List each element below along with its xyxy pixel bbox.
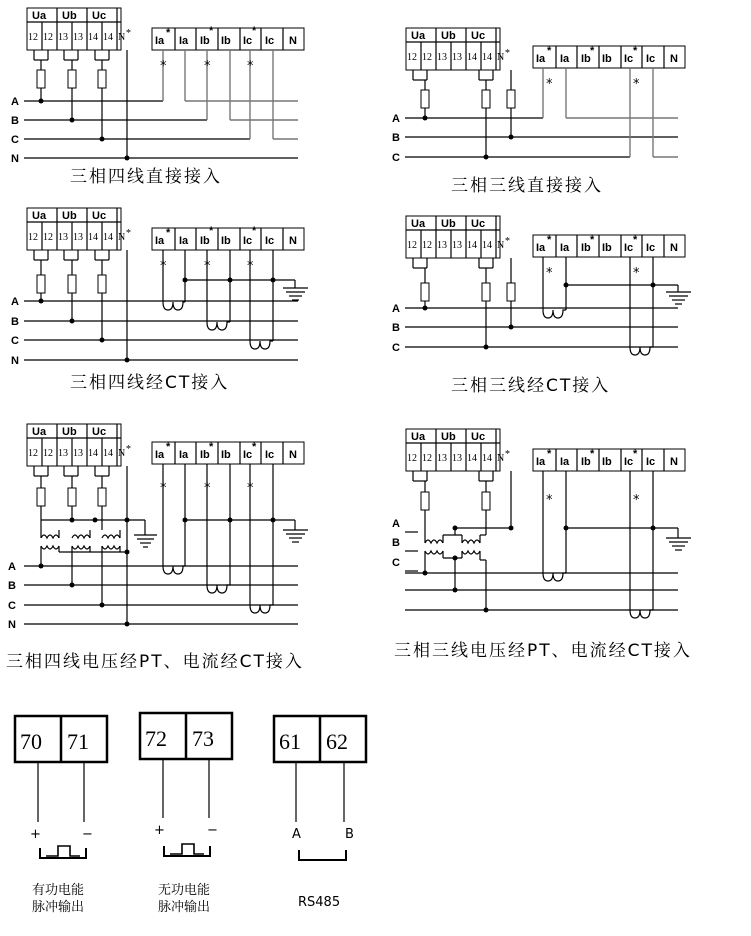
fuses <box>34 50 127 158</box>
polarity-star: * <box>547 234 552 246</box>
voltage-terminal-block <box>406 429 510 471</box>
phase-lines <box>392 303 678 354</box>
pin-label: 14 <box>88 232 98 243</box>
terminal-ia-star: Ia <box>155 35 165 47</box>
terminal-n: N <box>670 456 678 468</box>
polarity-star: * <box>166 441 171 453</box>
pin-label: N <box>118 448 126 459</box>
terminal-uc: Uc <box>92 210 107 222</box>
terminal-ib-star: Ib <box>581 242 591 254</box>
pin-label: 12 <box>407 453 417 464</box>
terminal-ia: Ia <box>179 449 189 461</box>
output-active-pulse <box>15 716 107 915</box>
pin-label: 12 <box>407 52 417 63</box>
rs485-b: B <box>345 827 354 842</box>
pin-label: 12 <box>28 232 38 243</box>
pin-label: N <box>118 232 126 243</box>
pin-label: * <box>505 449 510 460</box>
pin-label: 14 <box>88 32 98 43</box>
terminal-ic: Ic <box>265 449 275 461</box>
ct-secondaries <box>543 257 691 355</box>
line-label-b: B <box>392 322 400 334</box>
caption-4wire-ct: 三相四线经CT接入 <box>70 373 230 393</box>
output-label-1: 有功电能 <box>32 883 85 898</box>
polarity-star: * <box>160 259 167 274</box>
terminal-ia: Ia <box>560 242 570 254</box>
current-terminal-block <box>533 45 685 68</box>
line-label-c: C <box>11 134 19 146</box>
terminal-ib: Ib <box>221 35 231 47</box>
line-label-b: B <box>392 537 400 549</box>
terminal-ub: Ub <box>62 426 77 438</box>
pin-label: * <box>505 236 510 247</box>
terminal-ia-star: Ia <box>536 242 546 254</box>
terminal-ia-star: Ia <box>155 235 165 247</box>
fuses <box>34 250 127 360</box>
line-label-a: A <box>392 303 400 315</box>
pin-label: * <box>126 444 131 455</box>
current-terminal-block <box>533 448 685 471</box>
rs485-label: RS485 <box>298 895 341 910</box>
terminal-uc: Uc <box>471 218 486 230</box>
voltage-terminal-block <box>27 424 131 466</box>
voltage-terminal-block <box>27 208 131 250</box>
pin-label: 13 <box>58 232 68 243</box>
terminal-ib: Ib <box>221 449 231 461</box>
pin-label: 13 <box>58 32 68 43</box>
pin-label: 13 <box>452 52 462 63</box>
terminal-ia: Ia <box>179 235 189 247</box>
diagram-4wire-ct <box>11 208 308 393</box>
line-label-b: B <box>11 115 19 127</box>
caption-4wire-direct: 三相四线直接接入 <box>70 167 222 187</box>
pin-label: 14 <box>482 453 492 464</box>
phase-lines <box>392 68 678 164</box>
voltage-terminal-block <box>27 8 131 50</box>
terminal-uc: Uc <box>471 30 486 42</box>
terminal-ia: Ia <box>560 53 570 65</box>
rs485-a: A <box>292 827 301 842</box>
terminal-n: N <box>670 53 678 65</box>
pin-label: 12 <box>422 240 432 251</box>
line-label-b: B <box>8 580 16 592</box>
terminal-ia-star: Ia <box>155 449 165 461</box>
pin-label: 12 <box>28 32 38 43</box>
line-label-n: N <box>11 355 19 367</box>
pin-label: 12 <box>43 448 53 459</box>
line-label-b: B <box>392 132 400 144</box>
terminal-ua: Ua <box>32 10 47 22</box>
line-label-a: A <box>392 113 400 125</box>
pin-label: 14 <box>482 52 492 63</box>
pin-label: N <box>497 240 505 251</box>
terminal-ib: Ib <box>602 242 612 254</box>
terminal-ub: Ub <box>441 30 456 42</box>
pin-label: 14 <box>467 52 477 63</box>
terminal-ia: Ia <box>560 456 570 468</box>
polarity-star: * <box>547 45 552 57</box>
terminal-ic-star: Ic <box>624 242 634 254</box>
line-label-n: N <box>11 153 19 165</box>
polarity-star: * <box>546 493 553 508</box>
phase-lines <box>11 50 298 165</box>
polarity-star: * <box>204 259 211 274</box>
polarity-star: * <box>160 59 167 74</box>
diagram-3wire-ct <box>392 216 691 396</box>
fuses <box>413 258 515 347</box>
diagram-4wire-direct <box>11 8 304 187</box>
caption-3wire-direct: 三相三线直接接入 <box>451 176 603 196</box>
pin-label: 12 <box>422 52 432 63</box>
terminal-ua: Ua <box>32 426 47 438</box>
pin-label: 14 <box>103 32 113 43</box>
terminal-ib-star: Ib <box>200 449 210 461</box>
polarity-star: * <box>633 234 638 246</box>
pin-label: 12 <box>407 240 417 251</box>
sign-plus: + <box>30 827 41 842</box>
pin-label: 14 <box>467 453 477 464</box>
output-reactive-pulse <box>140 713 232 915</box>
polarity-star: * <box>204 481 211 496</box>
sign-minus: − <box>207 823 218 838</box>
pin-label: 13 <box>73 232 83 243</box>
pin-label: * <box>126 28 131 39</box>
terminal-71: 71 <box>67 729 89 754</box>
terminal-uc: Uc <box>92 426 107 438</box>
terminal-ic-star: Ic <box>243 235 253 247</box>
polarity-star: * <box>209 225 214 237</box>
pin-label: * <box>505 48 510 59</box>
line-label-a: A <box>392 518 400 530</box>
pin-label: 12 <box>28 448 38 459</box>
pin-label: 13 <box>437 240 447 251</box>
terminal-73: 73 <box>192 726 214 751</box>
pin-label: 14 <box>467 240 477 251</box>
polarity-star: * <box>247 481 254 496</box>
terminal-ib-star: Ib <box>581 456 591 468</box>
terminal-ua: Ua <box>411 431 426 443</box>
ct-secondaries <box>160 464 308 613</box>
terminal-ic-star: Ic <box>243 35 253 47</box>
terminal-ub: Ub <box>441 431 456 443</box>
polarity-star: * <box>252 25 257 37</box>
line-label-n: N <box>8 619 16 631</box>
output-label-2: 脉冲输出 <box>158 900 211 915</box>
terminal-n: N <box>289 35 297 47</box>
polarity-star: * <box>204 59 211 74</box>
pin-label: * <box>126 228 131 239</box>
current-terminal-block <box>152 25 304 50</box>
line-label-a: A <box>11 296 19 308</box>
pin-label: 14 <box>103 232 113 243</box>
current-terminal-block <box>152 225 304 250</box>
ct-secondaries <box>543 471 691 618</box>
polarity-star: * <box>590 45 595 57</box>
current-terminal-block <box>152 441 304 464</box>
terminal-ic-star: Ic <box>624 456 634 468</box>
pin-label: 13 <box>452 453 462 464</box>
terminal-ib-star: Ib <box>200 235 210 247</box>
terminal-ua: Ua <box>411 30 426 42</box>
line-label-c: C <box>392 557 400 569</box>
polarity-star: * <box>252 441 257 453</box>
polarity-star: * <box>633 493 640 508</box>
sign-minus: − <box>82 827 93 842</box>
pin-label: 13 <box>73 448 83 459</box>
polarity-star: * <box>590 448 595 460</box>
caption-3wire-ct: 三相三线经CT接入 <box>451 376 611 396</box>
terminal-ic: Ic <box>646 53 656 65</box>
pin-label: 12 <box>43 32 53 43</box>
polarity-star: * <box>633 45 638 57</box>
output-label-2: 脉冲输出 <box>32 900 85 915</box>
polarity-star: * <box>633 266 640 281</box>
pin-label: N <box>118 32 126 43</box>
terminal-ub: Ub <box>441 218 456 230</box>
pin-label: 14 <box>482 240 492 251</box>
terminal-n: N <box>670 242 678 254</box>
terminal-n: N <box>289 235 297 247</box>
polarity-star: * <box>547 448 552 460</box>
terminal-ia-star: Ia <box>536 456 546 468</box>
output-label-1: 无功电能 <box>158 883 211 898</box>
polarity-star: * <box>209 441 214 453</box>
terminal-70: 70 <box>20 729 42 754</box>
pin-label: 12 <box>43 232 53 243</box>
pin-label: 13 <box>437 52 447 63</box>
pin-label: 13 <box>58 448 68 459</box>
terminal-uc: Uc <box>92 10 107 22</box>
polarity-star: * <box>546 266 553 281</box>
voltage-terminal-block <box>406 28 510 70</box>
terminal-ia-star: Ia <box>536 53 546 65</box>
pin-label: 13 <box>437 453 447 464</box>
terminal-ic: Ic <box>646 242 656 254</box>
line-label-a: A <box>8 561 16 573</box>
terminal-ib-star: Ib <box>581 53 591 65</box>
polarity-star: * <box>166 227 171 239</box>
polarity-star: * <box>166 27 171 39</box>
voltage-terminal-block <box>406 216 510 258</box>
terminal-ic: Ic <box>265 235 275 247</box>
polarity-star: * <box>247 59 254 74</box>
terminal-ib-star: Ib <box>200 35 210 47</box>
line-label-c: C <box>8 600 16 612</box>
terminal-n: N <box>289 449 297 461</box>
diagram-3wire-direct <box>392 28 685 196</box>
phase-lines <box>11 296 298 367</box>
phase-lines <box>8 561 298 631</box>
terminal-ua: Ua <box>32 210 47 222</box>
line-label-b: B <box>11 316 19 328</box>
current-terminal-block <box>533 234 685 257</box>
terminal-ic-star: Ic <box>624 53 634 65</box>
terminal-ub: Ub <box>62 10 77 22</box>
line-label-c: C <box>11 335 19 347</box>
polarity-star: * <box>633 77 640 92</box>
terminal-ic-star: Ic <box>243 449 253 461</box>
sign-plus: + <box>154 823 165 838</box>
terminal-uc: Uc <box>471 431 486 443</box>
polarity-star: * <box>247 259 254 274</box>
terminal-ib: Ib <box>221 235 231 247</box>
terminal-ia: Ia <box>179 35 189 47</box>
pt-transformers <box>41 518 157 625</box>
polarity-star: * <box>160 481 167 496</box>
line-label-c: C <box>392 152 400 164</box>
polarity-star: * <box>209 25 214 37</box>
terminal-ub: Ub <box>62 210 77 222</box>
pin-label: 12 <box>422 453 432 464</box>
line-label-c: C <box>392 342 400 354</box>
diagram-4wire-pt-ct <box>6 424 308 672</box>
ct-secondaries <box>160 250 308 349</box>
polarity-star: * <box>633 448 638 460</box>
terminal-ib: Ib <box>602 456 612 468</box>
polarity-star: * <box>252 225 257 237</box>
terminal-ib: Ib <box>602 53 612 65</box>
caption-3wire-pt-ct: 三相三线电压经PT、电流经CT接入 <box>394 641 692 661</box>
terminal-ua: Ua <box>411 218 426 230</box>
diagram-3wire-pt-ct <box>392 429 692 661</box>
terminal-61: 61 <box>279 729 301 754</box>
pin-label: 14 <box>88 448 98 459</box>
phase-lines <box>405 571 678 613</box>
terminal-ic: Ic <box>265 35 275 47</box>
terminal-62: 62 <box>326 729 348 754</box>
terminal-ic: Ic <box>646 456 656 468</box>
polarity-star: * <box>590 234 595 246</box>
terminal-72: 72 <box>145 726 167 751</box>
line-label-a: A <box>11 96 19 108</box>
caption-4wire-pt-ct: 三相四线电压经PT、电流经CT接入 <box>6 652 304 672</box>
pin-label: N <box>497 52 505 63</box>
pin-label: 14 <box>103 448 113 459</box>
pin-label: 13 <box>452 240 462 251</box>
polarity-star: * <box>546 77 553 92</box>
output-rs485 <box>274 716 366 910</box>
fuses <box>413 70 515 157</box>
pin-label: 13 <box>73 32 83 43</box>
pin-label: N <box>497 453 505 464</box>
